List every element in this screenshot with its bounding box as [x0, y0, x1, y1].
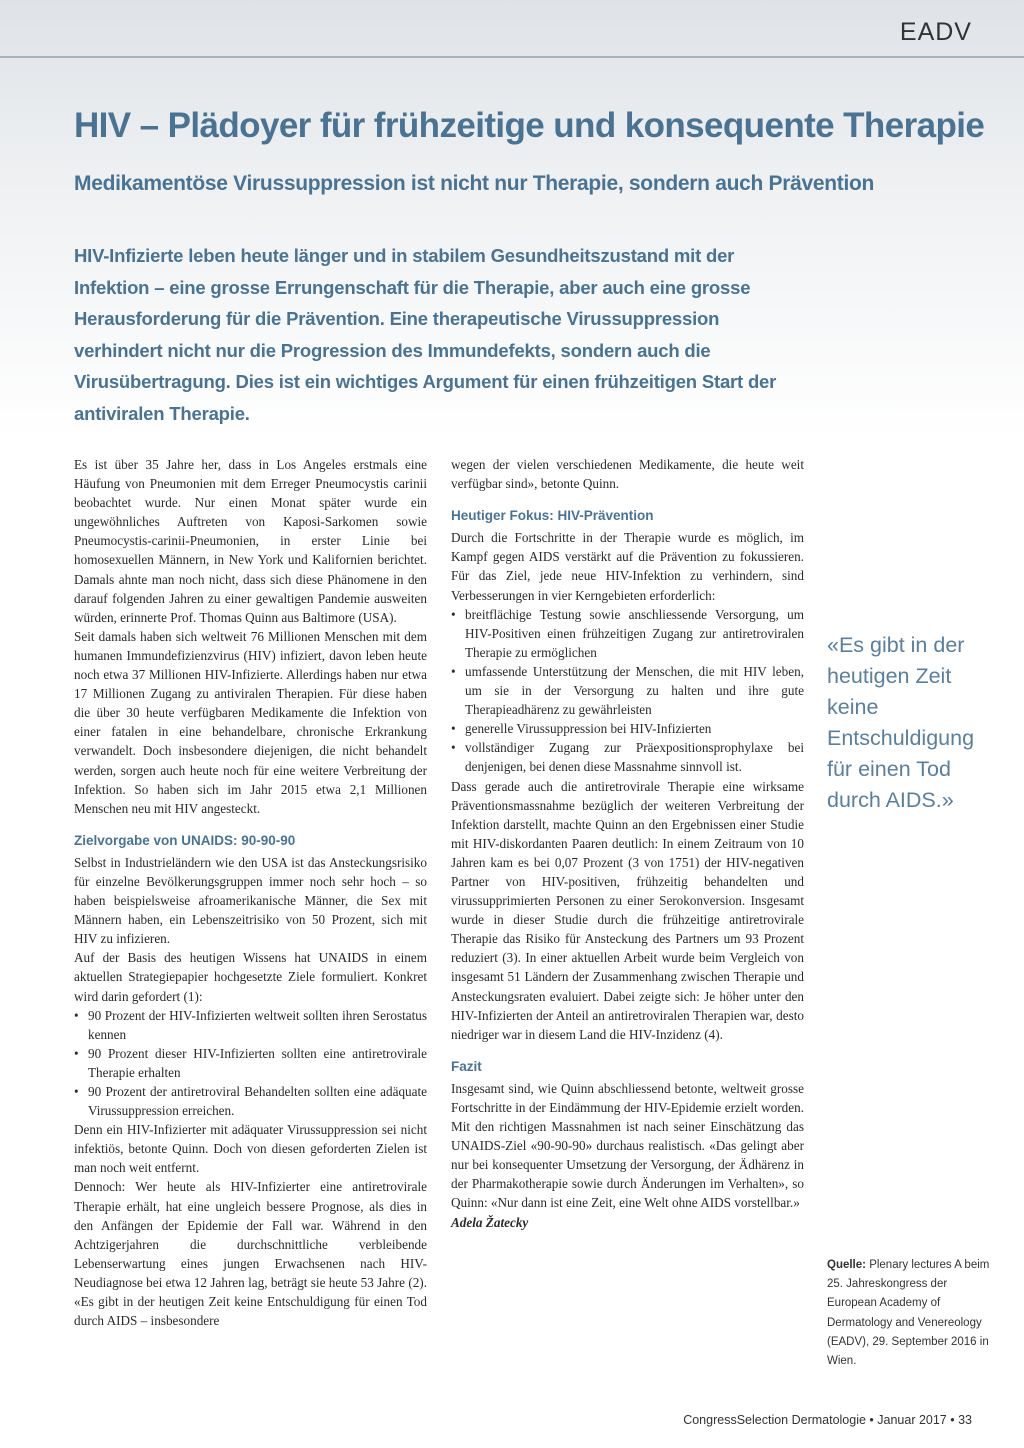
header-rule: [0, 56, 1024, 58]
author-byline: Adela Žatecky: [451, 1214, 529, 1230]
pull-quote: «Es gibt in der heutigen Zeit keine Entschuldigung für einen Tod durch AIDS.»: [827, 633, 975, 812]
paragraph: Selbst in Industrieländern wie den USA ist das Ansteckungsrisiko für einzelne Bevölkerungsgruppen immer noch sehr hoch – so haben beispielsweise afroamerikanische Männer, die Sex mit Männern haben, ein Lebenszeitrisiko von 50 Prozent, sich mit HIV zu infizieren.: [74, 854, 427, 947]
list-item: • 90 Prozent der HIV-Infizierten weltweit sollten ihren Serostatus kennen: [74, 1006, 427, 1044]
article-title: HIV – Plädoyer für frühzeitige und konsequente Therapie: [74, 106, 985, 145]
section-heading: Heutiger Fokus: HIV-Prävention: [451, 508, 654, 524]
section-heading: Fazit: [451, 1058, 482, 1074]
list-item: • generelle Virussuppression bei HIV-Infizierten: [451, 719, 804, 738]
paragraph: Insgesamt sind, wie Quinn abschliessend betonte, weltweit grosse Fortschritte in der Eindämmung der HIV-Epidemie erzielt worden. Mit den richtigen Massnahmen ist nach seiner Einschätzung das UNAIDS-Ziel «90-90-90» durchaus realistisch. «Das gelingt aber nur bei konsequenter Umsetzung der Versorgung, der Ädhärenz in der Pharmakotherapie sowie durch Änderungen im Verhalten», so Quinn: «Nur dann ist eine Zeit, eine Welt ohne AIDS vorstellbar.»: [451, 1080, 804, 1211]
paragraph: Denn ein HIV-Infizierter mit adäquater Virussuppression sei nicht infektiös, betonte Quinn. Doch von diesen geforderten Zielen ist man noch weit entfernt.: [74, 1122, 427, 1176]
paragraph: Dennoch: Wer heute als HIV-Infizierter eine antiretrovirale Therapie erhält, hat eine ungleich bessere Prognose, als dies in den Anfängen der Epidemie der Fall war. Während in den Achtzigerjahren die durchschnittliche verbleibende Lebenserwartung eines jungen Erwachsenen nach HIV-Neudiagnose bei etwa 12 Jahren lag, beträgt sie heute 53 Jahre (2). «Es gibt in der heutigen Zeit keine Entschuldigung für einen Tod durch AIDS – insbesondere: [74, 1179, 427, 1329]
section-heading: Zielvorgabe von UNAIDS: 90-90-90: [74, 832, 296, 848]
left-column: [74, 455, 427, 1330]
article-lead: HIV-Infizierte leben heute länger und in stabilem Gesundheitszustand mit der Infektion – eine grosse Errungenschaft für die Therapie, aber auch eine grosse Herausforderung für die Prävention. Eine therapeutische Virussuppression verhindert nicht nur die Progression des Immundefekts, sondern auch die Virusübertragung. Dies ist ein wichtiges Argument für einen frühzeitigen Start der antiviralen Therapie.: [74, 245, 777, 424]
article-subtitle: Medikamentöse Virussuppression ist nicht nur Therapie, sondern auch Prävention: [74, 172, 875, 195]
paragraph: Durch die Fortschritte in der Therapie wurde es möglich, im Kampf gegen AIDS verstärkt auf die Prävention zu fokussieren. Für das Ziel, jede neue HIV-Infektion zu verhindern, sind Verbesserungen in vier Kerngebieten erforderlich:: [451, 530, 804, 603]
middle-column: [451, 455, 804, 1232]
list-item: • 90 Prozent der antiretroviral Behandelten sollten eine adäquate Virussuppression erreichen.: [74, 1082, 427, 1120]
source-label: Quelle:: [827, 1259, 866, 1271]
source-text: Plenary lectures A beim 25. Jahreskongress der European Academy of Dermatology and Venereology (EADV), 29. September 2016 in Wien.: [827, 1259, 990, 1368]
bullet-list: [451, 605, 804, 777]
paragraph: Dass gerade auch die antiretrovirale Therapie eine wirksame Präventionsmassnahme bezüglich der weiteren Verbreitung der Infektion darstellt, machte Quinn an den Ergebnissen einer Studie mit HIV-diskordanten Paaren deutlich: In einem Zeitraum von 10 Jahren kam es bei 0,07 Prozent (3 von 1751) der HIV-negativen Partner von HIV-positiven, frühzeitig behandelten und virussupprimierten Personen zu einer Serokonversion. Insgesamt wurde in dieser Studie durch die frühzeitige antiretrovirale Therapie das Risiko für Ansteckung des Partners um 93 Prozent reduziert (3). In einer aktuellen Arbeit wurde beim Vergleich von insgesamt 51 Ländern der Zusammenhang zwischen Therapie und Ansteckungsraten evaluiert. Dabei zeigte sich: Je höher unter den HIV-Infizierten der Anteil an antiretroviralen Therapien war, desto niedriger war in diesem Land die HIV-Inzidenz (4).: [451, 778, 804, 1042]
list-item: • breitflächige Testung sowie anschliessende Versorgung, um HIV-Positiven einen frühzeitigen Zugang zur antiretroviralen Therapie zu ermöglichen: [451, 605, 804, 662]
section-tag: EADV: [899, 18, 972, 46]
list-item: • umfassende Unterstützung der Menschen, die mit HIV leben, um sie in der Versorgung zu halten und ihre gute Therapieadhärenz zu gewährleisten: [451, 662, 804, 719]
list-item: • 90 Prozent dieser HIV-Infizierten sollten eine antiretrovirale Therapie erhalten: [74, 1044, 427, 1082]
paragraph: Auf der Basis des heutigen Wissens hat UNAIDS in einem aktuellen Strategiepapier hochgesetzte Ziele formuliert. Konkret wird darin gefordert (1):: [74, 950, 427, 1004]
bullet-list: [74, 1006, 427, 1121]
page-footer: CongressSelection Dermatologie • Januar 2017 • 33: [683, 1413, 972, 1427]
source-note: [827, 1256, 997, 1371]
list-item: • vollständiger Zugang zur Präexpositionsprophylaxe bei denjenigen, bei denen diese Massnahme sinnvoll ist.: [451, 738, 804, 776]
paragraph: Es ist über 35 Jahre her, dass in Los Angeles erstmals eine Häufung von Pneumonien mit dem Erreger Pneumocystis carinii beobachtet wurde. Nur einen Monat später wurde ein ungewöhnliches Auftreten von Kaposi-Sarkomen sowie Pneumocystis-carinii-Pneumonien, in erster Linie bei homosexuellen Männern, in New York und Kalifornien berichtet. Damals ahnte man noch nicht, dass sich diese Phänomene in den darauf folgenden Jahren zu einer gewaltigen Pandemie ausweiten würden, erinnerte Prof. Thomas Quinn aus Baltimore (USA).: [74, 457, 427, 625]
paragraph: Seit damals haben sich weltweit 76 Millionen Menschen mit dem humanen Immundefizienzvirus (HIV) infiziert, davon leben heute noch etwa 37 Millionen HIV-Infizierte. Allerdings haben nur etwa 17 Millionen Zugang zu antiviralen Therapien. Für diese haben die über 30 heute verfügbaren Medikamente die Infektion von einer fatalen in eine behandelbare, chronische Erkrankung verwandelt. Doch insbesondere diejenigen, die nicht behandelt werden, sorgen auch heute noch für eine weitere Verbreitung der Infektion. So haben sich im Jahr 2015 etwa 2,1 Millionen Menschen neu mit HIV angesteckt.: [74, 628, 427, 816]
paragraph: wegen der vielen verschiedenen Medikamente, die heute weit verfügbar sind», betonte Quinn.: [451, 457, 804, 492]
